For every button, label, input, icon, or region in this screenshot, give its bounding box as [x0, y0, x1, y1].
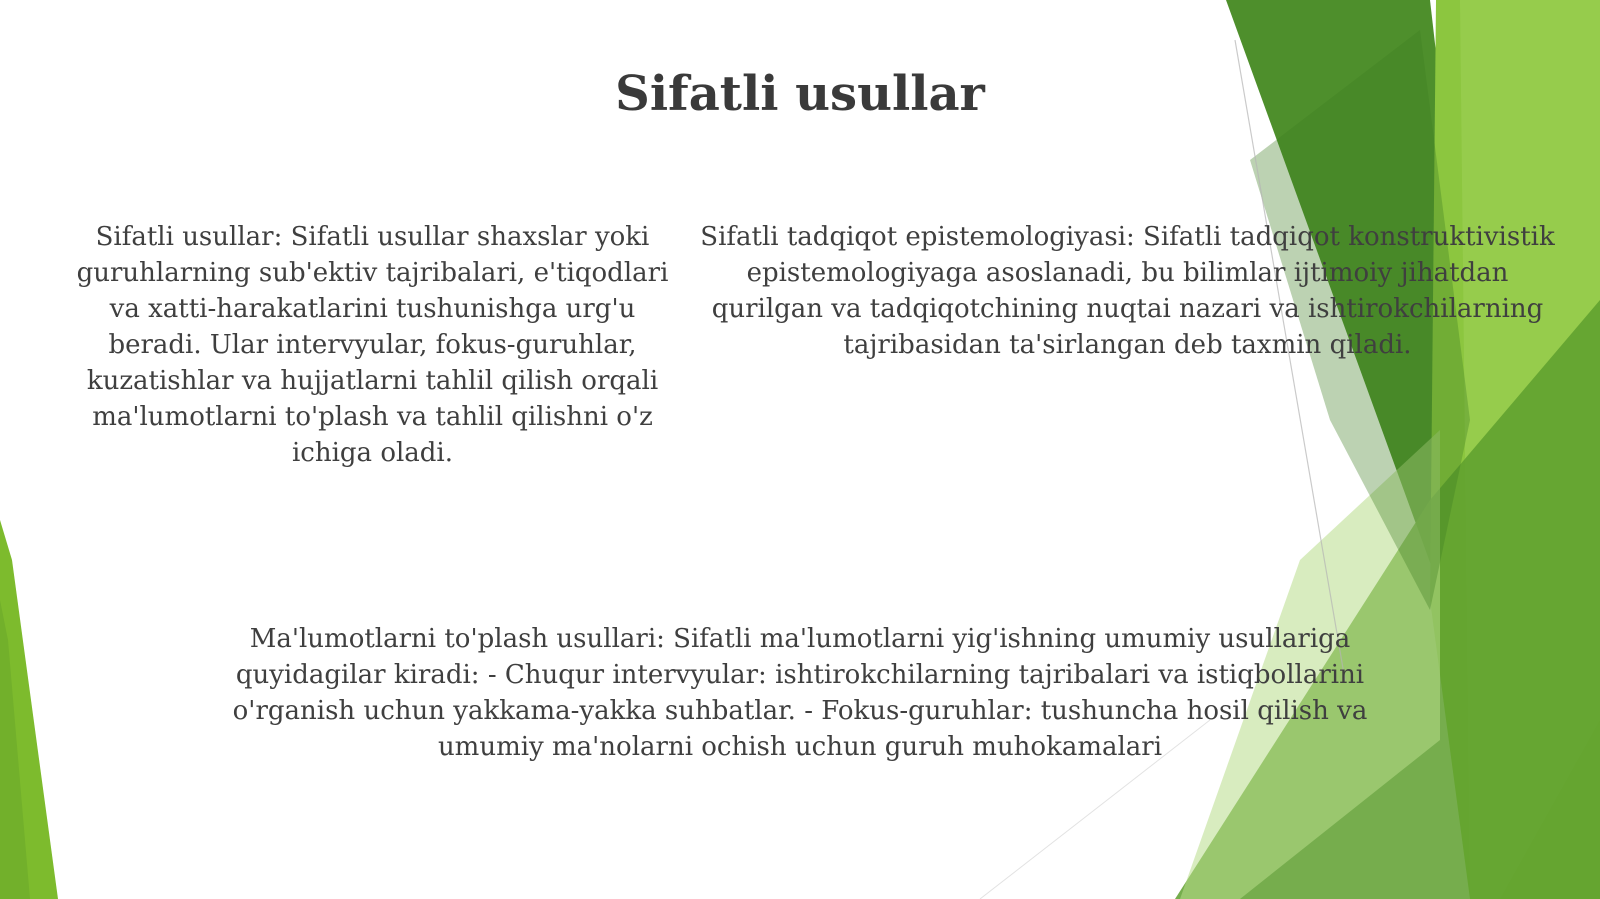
text-block-data-collection: Ma'lumotlarni to'plash usullari: Sifatli ma'lumotlarni yig'ishning umumiy usullariga quyidagilar kiradi: - Chuqur intervyular: ishtirokchilarning tajribalari va istiqbollarini o'rganish uchun yakkama-yakka suhbatlar. - Fokus-guruhlar: tushuncha hosil qilish va umumiy ma'nolarni ochish uchun guruh muhokamalari — [232, 624, 1368, 762]
text-block-epistemology: Sifatli tadqiqot epistemologiyasi: Sifatli tadqiqot konstruktivistik epistemologiyaga asoslanadi, bu bilimlar ijtimoiy jihatdan qurilgan va tadqiqotchining nuqtai nazari va ishtirokchilarning tajribasidan ta'sirlangan deb taxmin qiladi. — [700, 222, 1555, 360]
text-block-qualitative-methods: Sifatli usullar: Sifatli usullar shaxslar yoki guruhlarning sub'ektiv tajribalari, e'tiqodlari va xatti-harakatlarini tushunishga urg'u beradi. Ular intervyular, fokus-guruhlar, kuzatishlar va hujjatlarni tahlil qilish orqali ma'lumotlarni to'plash va tahlil qilishni o'z ichiga oladi. — [76, 222, 669, 468]
slide-title: Sifatli usullar — [615, 66, 985, 122]
